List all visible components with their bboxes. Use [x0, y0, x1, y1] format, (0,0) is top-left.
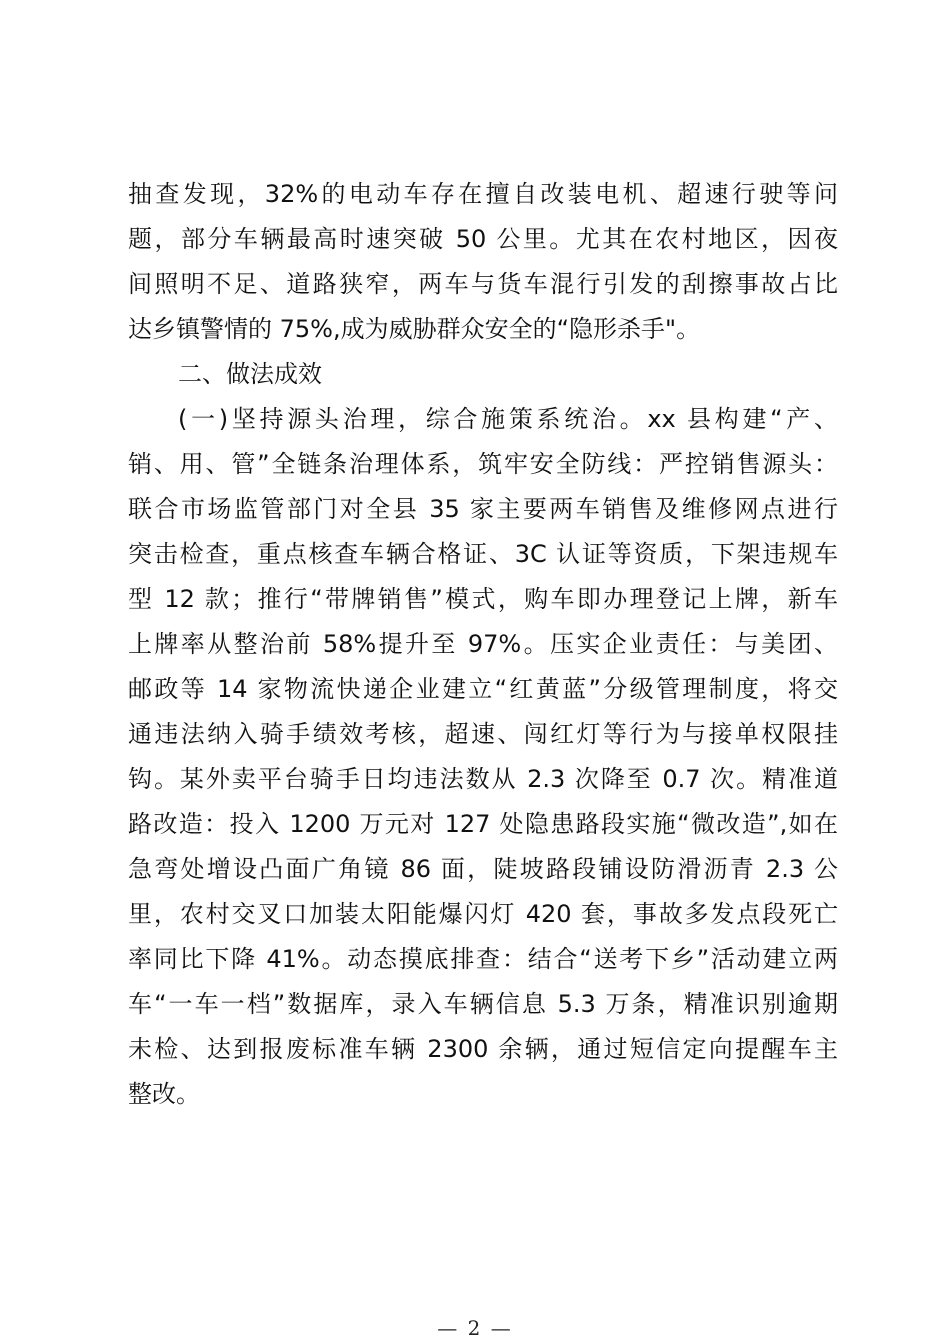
document-body	[128, 172, 838, 1117]
section-heading: 二、做法成效	[178, 360, 322, 388]
paragraph-line: 间照明不足、道路狭窄，两车与货车混行引发的刮擦事故占比	[128, 270, 838, 298]
paragraph-line: 钩。某外卖平台骑手日均违法数从 2.3 次降至 0.7 次。精准道	[128, 765, 838, 793]
paragraph-line: (一)坚持源头治理，综合施策系统治。xx 县构建“产、	[178, 405, 838, 433]
paragraph-line: 销、用、管”全链条治理体系，筑牢安全防线：严控销售源头：	[128, 450, 838, 478]
paragraph-line: 整改。	[128, 1080, 200, 1108]
paragraph-line: 题，部分车辆最高时速突破 50 公里。尤其在农村地区，因夜	[128, 225, 838, 253]
paragraph-line: 车“一车一档”数据库，录入车辆信息 5.3 万条，精准识别逾期	[128, 990, 838, 1018]
paragraph-line: 达乡镇警情的 75%,成为威胁群众安全的“隐形杀手"。	[128, 315, 701, 343]
paragraph-measures	[128, 397, 838, 1117]
paragraph-line: 突击检查，重点核查车辆合格证、3C 认证等资质，下架违规车	[128, 540, 838, 568]
paragraph-line: 上牌率从整治前 58%提升至 97%。压实企业责任：与美团、	[128, 630, 838, 658]
paragraph-line: 路改造：投入 1200 万元对 127 处隐患路段实施“微改造”,如在	[128, 810, 838, 838]
paragraph-line: 联合市场监管部门对全县 35 家主要两车销售及维修网点进行	[128, 495, 838, 523]
paragraph-line: 型 12 款；推行“带牌销售”模式，购车即办理登记上牌，新车	[128, 585, 838, 613]
paragraph-intro	[128, 172, 838, 352]
paragraph-line: 里，农村交叉口加装太阳能爆闪灯 420 套，事故多发点段死亡	[128, 900, 838, 928]
paragraph-line: 未检、达到报废标准车辆 2300 余辆，通过短信定向提醒车主	[128, 1035, 838, 1063]
page-number: — 2 —	[437, 1316, 513, 1340]
paragraph-line: 通违法纳入骑手绩效考核，超速、闯红灯等行为与接单权限挂	[128, 720, 838, 748]
paragraph-line: 率同比下降 41%。动态摸底排查：结合“送考下乡”活动建立两	[128, 945, 838, 973]
paragraph-line: 邮政等 14 家物流快递企业建立“红黄蓝”分级管理制度，将交	[128, 675, 838, 703]
paragraph-line: 急弯处增设凸面广角镜 86 面，陡坡路段铺设防滑沥青 2.3 公	[128, 855, 838, 883]
paragraph-line: 抽查发现，32%的电动车存在擅自改装电机、超速行驶等问	[128, 180, 838, 208]
